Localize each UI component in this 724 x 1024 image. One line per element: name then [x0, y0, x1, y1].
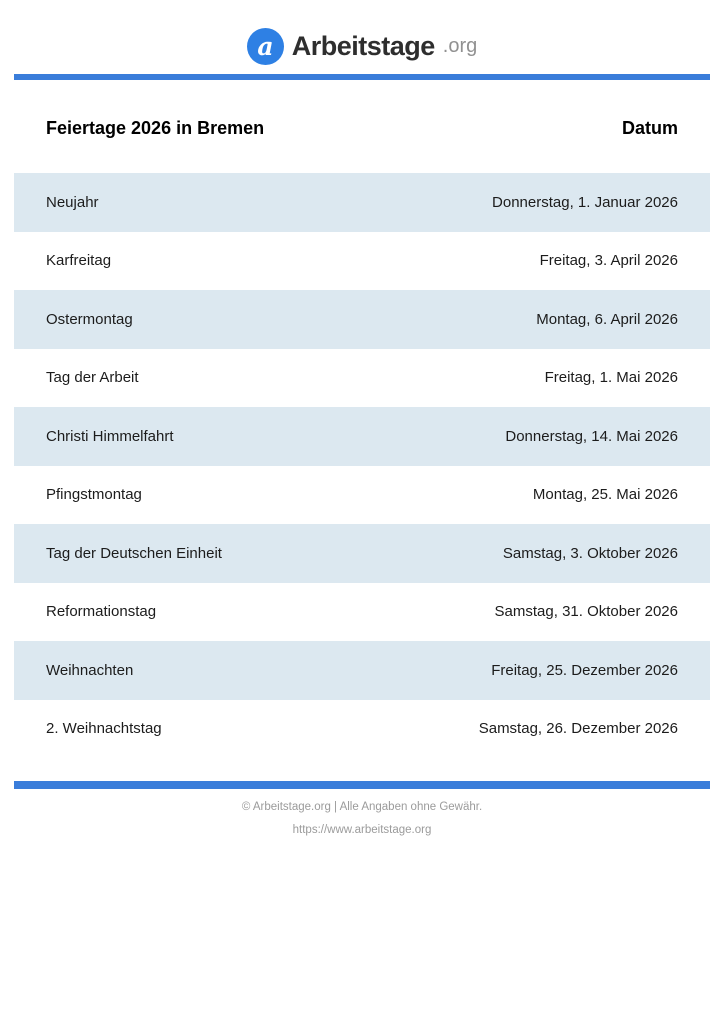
holiday-date: Samstag, 3. Oktober 2026 — [502, 544, 678, 562]
holiday-name: Ostermontag — [46, 310, 133, 328]
holiday-name: Karfreitag — [46, 252, 112, 270]
holiday-name: Tag der Deutschen Einheit — [46, 544, 222, 562]
date-column-header: Datum — [621, 118, 678, 138]
table-row — [14, 349, 710, 408]
holiday-name: Christi Himmelfahrt — [46, 427, 174, 445]
holiday-name: Pfingstmontag — [46, 486, 142, 504]
arbeitstage-a-icon — [247, 28, 284, 65]
holiday-date: Freitag, 3. April 2026 — [539, 252, 678, 270]
table-row — [14, 466, 710, 525]
title-row — [14, 118, 710, 139]
holiday-name: Tag der Arbeit — [46, 369, 139, 387]
table-row — [14, 641, 710, 700]
holiday-date: Montag, 25. Mai 2026 — [532, 486, 678, 504]
holiday-name: Weihnachten — [46, 661, 134, 679]
holiday-date: Samstag, 26. Dezember 2026 — [478, 720, 678, 738]
holiday-date: Montag, 6. April 2026 — [536, 310, 678, 328]
logo-brand-text: Arbeitstage — [291, 31, 435, 61]
holiday-date: Donnerstag, 1. Januar 2026 — [492, 193, 678, 211]
table-row — [14, 583, 710, 642]
page-title: Feiertage 2026 in Bremen — [46, 118, 265, 138]
table-row — [14, 407, 710, 466]
top-divider-bar — [14, 74, 710, 80]
footer-url-link[interactable]: https://www.arbeitstage.org — [292, 824, 432, 836]
table-row — [14, 290, 710, 349]
bottom-divider-bar — [14, 781, 710, 789]
holiday-date: Samstag, 31. Oktober 2026 — [494, 603, 678, 621]
table-row — [14, 232, 710, 291]
table-row — [14, 524, 710, 583]
holiday-name: Reformationstag — [46, 603, 157, 621]
holiday-name: Neujahr — [46, 193, 99, 211]
table-row — [14, 700, 710, 759]
holiday-table-body — [14, 173, 710, 758]
footer-copyright: © Arbeitstage.org | Alle Angaben ohne Gewähr. — [241, 801, 483, 813]
footer — [0, 801, 724, 838]
holiday-date: Freitag, 25. Dezember 2026 — [491, 661, 678, 679]
holiday-name: 2. Weihnachtstag — [46, 720, 162, 738]
table-row — [14, 173, 710, 232]
holiday-date: Freitag, 1. Mai 2026 — [544, 369, 678, 387]
logo-tld-text: .org — [442, 35, 478, 57]
holiday-date: Donnerstag, 14. Mai 2026 — [505, 427, 678, 445]
svg-text:a: a — [257, 32, 274, 61]
header — [0, 0, 724, 65]
arbeitstage-logo[interactable] — [247, 28, 478, 65]
